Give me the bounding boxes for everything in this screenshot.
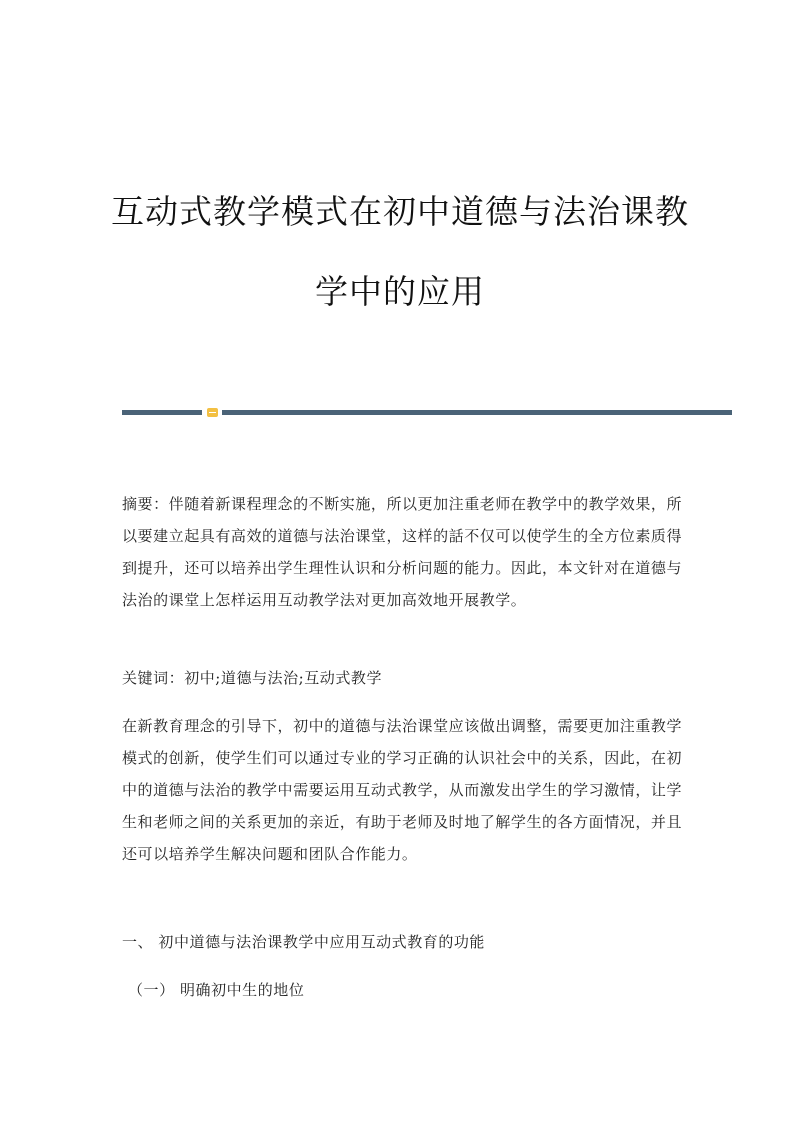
- document-title-line-2: 学中的应用: [315, 272, 485, 311]
- section-heading-1: 一、 初中道德与法治课教学中应用互动式教育的功能: [122, 933, 485, 951]
- subsection-heading-1: （一） 明确初中生的地位: [128, 981, 305, 999]
- divider-bar-right: [222, 410, 732, 415]
- book-emblem-icon: [207, 408, 218, 417]
- document-title-line-1: 互动式教学模式在初中道德与法治课教: [111, 192, 689, 231]
- keywords-line: 关键词：初中;道德与法治;互动式教学: [122, 669, 383, 687]
- abstract-paragraph: 摘要：伴随着新课程理念的不断实施，所以更加注重老师在教学中的教学效果，所以要建立起具有高效的道德与法治课堂，这样的話不仅可以使学生的全方位素质得到提升，还可以培养出学生理性认识和分析问题的能力。因此，本文针对在道德与法治的课堂上怎样运用互动教学法对更加高效地开展教学。: [122, 495, 682, 609]
- divider-bar-left: [122, 410, 202, 415]
- title-divider: [122, 408, 732, 416]
- intro-paragraph: 在新教育理念的引导下，初中的道德与法治课堂应该做出调整，需要更加注重教学模式的创新，使学生们可以通过专业的学习正确的认识社会中的关系，因此，在初中的道德与法治的教学中需要运用互动式教学，从而激发出学生的学习激情，让学生和老师之间的关系更加的亲近，有助于老师及时地了解学生的各方面情况，并且还可以培养学生解决问题和团队合作能力。: [122, 717, 682, 863]
